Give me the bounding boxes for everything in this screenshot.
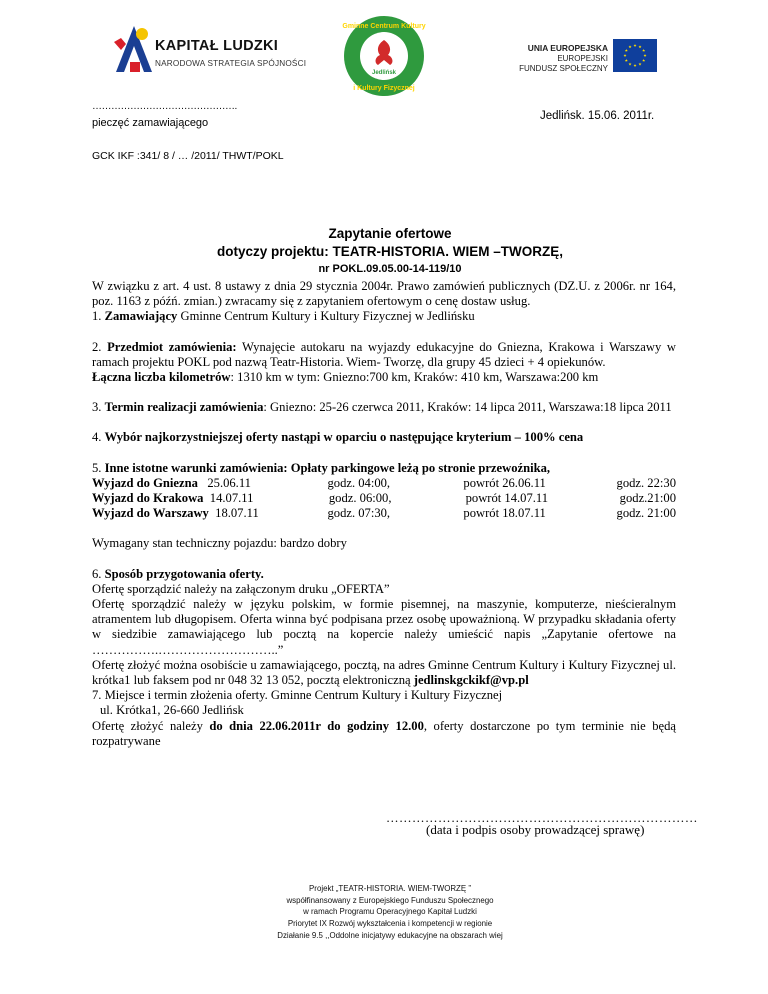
place-date: Jedlińsk. 15.06. 2011r.	[540, 110, 655, 122]
section-2-num: 2.	[92, 339, 108, 354]
trip-row	[92, 476, 676, 491]
section-2-text: Wynajęcie autokaru na wyjazdy edukacyjne do Gniezna, Krakowa i Warszawy w ramach projektu POKL pod nazwą Teatr-Historia. Wiem- Tworzę, dla grupy 45 dzieci + 4 opiekunów.	[92, 339, 677, 369]
section-4	[92, 430, 676, 445]
eu-flag-icon	[613, 39, 657, 72]
section-3-text: : Gniezno: 25-26 czerwca 2011, Kraków: 14 lipca 2011, Warszawa:18 lipca 2011	[263, 400, 672, 415]
section-5-num: 5.	[92, 460, 105, 475]
km-label: Łączna liczba kilometrów	[92, 370, 231, 385]
section-7-address: ul. Krótka1, 26-660 Jedlińsk	[100, 703, 244, 718]
eu-line-1: UNIA EUROPEJSKA	[527, 43, 608, 53]
trip-destination: Wyjazd do Warszawy	[92, 506, 209, 521]
svg-text:i Kultury Fizycznej: i Kultury Fizycznej	[353, 85, 415, 92]
trip-return: powrót 14.07.11	[465, 491, 549, 506]
trip-destination: Wyjazd do Gniezna	[92, 475, 198, 490]
section-5	[92, 461, 676, 476]
project-title: dotyczy projektu: TEATR-HISTORIA. WIEM –TWORZĘ,	[216, 244, 563, 259]
section-2	[92, 340, 676, 370]
deadline-bold: do dnia 22.06.2011r do godziny 12.00	[209, 718, 424, 733]
project-number: nr POKL.09.05.00-14-119/10	[318, 263, 462, 275]
section-4-num: 4.	[92, 430, 105, 445]
email-address[interactable]: jedlinskgckikf@vp.pl	[413, 673, 529, 688]
section-1-num: 1.	[92, 309, 105, 324]
section-6-label: Sposób przygotowania oferty.	[104, 566, 264, 581]
section-1	[92, 309, 676, 324]
section-1-text: Gminne Centrum Kultury i Kultury Fizycznej w Jedlińsku	[177, 309, 475, 324]
section-7-line1: 7. Miejsce i termin złożenia oferty. Gminne Centrum Kultury i Kultury Fizycznej	[92, 688, 503, 703]
section-6-line1: Ofertę sporządzić należy na załączonym druku „OFERTA”	[92, 581, 390, 596]
section-1-label: Zamawiający	[104, 309, 178, 324]
section-6-num: 6.	[92, 566, 105, 581]
section-4-label: Wybór najkorzystniejszej oferty nastąpi w oparciu o następujące kryterium – 100% cena	[104, 430, 584, 445]
trip-return: powrót 18.07.11	[463, 506, 546, 521]
trip-return-time: godz.21:00	[619, 491, 676, 506]
trip-row	[92, 506, 676, 521]
svg-text:Jedlińsk: Jedlińsk	[371, 70, 397, 76]
signature-label: (data i podpis osoby prowadzącej sprawę)	[426, 822, 645, 837]
kapital-ludzki-subtitle: NARODOWA STRATEGIA SPÓJNOŚCI	[155, 59, 307, 68]
deadline-pre: Ofertę złożyć należy	[92, 718, 210, 733]
trip-return-time: godz. 21:00	[616, 506, 676, 521]
footer-line-3: w ramach Programu Operacyjnego Kapitał Ludzki	[303, 907, 477, 917]
section-5-label: Inne istotne warunki zamówienia: Opłaty parkingowe leżą po stronie przewoźnika,	[104, 460, 551, 475]
trip-return: powrót 26.06.11	[463, 475, 546, 490]
vehicle-condition: Wymagany stan techniczny pojazdu: bardzo dobry	[92, 536, 347, 551]
section-6	[92, 567, 676, 582]
eu-line-2: EUROPEJSKI	[557, 53, 608, 63]
submit-text: Ofertę złożyć można osobiście u zamawiającego, pocztą, na adres Gminne Centrum Kultury i Kultury Fizycznej ul. krótka1 lub faksem pod nr 048 32 13 052, pocztą elektroniczną	[92, 657, 676, 688]
trip-return-time: godz. 22:30	[616, 475, 676, 490]
trip-departure: godz. 07:30,	[327, 506, 391, 521]
trip-date: 14.07.11	[209, 491, 254, 506]
stamp-label: pieczęć zamawiającego	[92, 117, 209, 129]
km-text: : 1310 km w tym: Gniezno:700 km, Kraków: 410 km, Warszawa:200 km	[230, 370, 599, 385]
section-3-num: 3.	[92, 400, 105, 415]
document-title: Zapytanie ofertowe	[328, 226, 452, 241]
gck-seal-logo	[342, 14, 426, 98]
section-2-label: Przedmiot zamówienia:	[107, 339, 237, 354]
signature-dots: ………………………………………………………………	[386, 811, 698, 825]
section-6-paragraph: Ofertę sporządzić należy w języku polskim, w formie pisemnej, na maszynie, komputerze, nieścieralnym atramentem lub długopisem. Oferta winna być podpisana przez osobę upoważnioną. W przypadku składania oferty w siedzibie zamawiającego lub pocztą na kopercie należy umieścić napis „Zapytanie ofertowe na …………….………………………..”	[92, 597, 676, 657]
section-3	[92, 400, 676, 415]
kapital-ludzki-title: KAPITAŁ LUDZKI	[155, 38, 279, 54]
document-title-block	[92, 225, 688, 277]
eu-line-3: FUNDUSZ SPOŁECZNY	[519, 64, 608, 73]
trip-date: 25.06.11	[207, 475, 251, 490]
trip-destination: Wyjazd do Krakowa	[92, 491, 204, 506]
footer	[180, 883, 600, 942]
trip-date: 18.07.11	[215, 506, 259, 521]
footer-line-1: Projekt „TEATR-HISTORIA. WIEM-TWORZĘ ”	[309, 884, 471, 893]
footer-line-4: Priorytet IX Rozwój wykształcenia i kompetencji w regionie	[287, 919, 493, 929]
stamp-dots: ……………………………………….	[92, 101, 237, 112]
reference-number: GCK IKF :341/ 8 / … /2011/ THWT/POKL	[92, 150, 284, 162]
section-2-km	[92, 370, 676, 385]
svg-text:Gminne Centrum Kultury: Gminne Centrum Kultury	[342, 23, 426, 30]
trip-departure: godz. 06:00,	[328, 491, 392, 506]
section-6-submit	[92, 658, 676, 688]
footer-line-2: współfinansowany z Europejskiego Funduszu Społecznego	[286, 895, 494, 905]
section-3-label: Termin realizacji zamówienia	[104, 400, 264, 415]
trip-row	[92, 491, 676, 506]
intro-paragraph: W związku z art. 4 ust. 8 ustawy z dnia 29 stycznia 2004r. Prawo zamówień publicznych (DZ.U. z 2006r. nr 164, poz. 1163 z późń. zmian.) zwracamy się z zapytaniem ofertowym o cenę dostaw usług.	[92, 279, 676, 309]
section-7-deadline	[92, 719, 676, 749]
eu-text-block	[508, 43, 608, 75]
trip-departure: godz. 04:00,	[327, 475, 391, 490]
document-body	[92, 279, 676, 749]
deadline-post: , oferty dostarczone po tym terminie nie będą rozpatrywane	[92, 718, 676, 748]
footer-line-5: Działanie 9.5 ,,Oddolne inicjatywy edukacyjne na obszarach wiej	[277, 930, 503, 940]
